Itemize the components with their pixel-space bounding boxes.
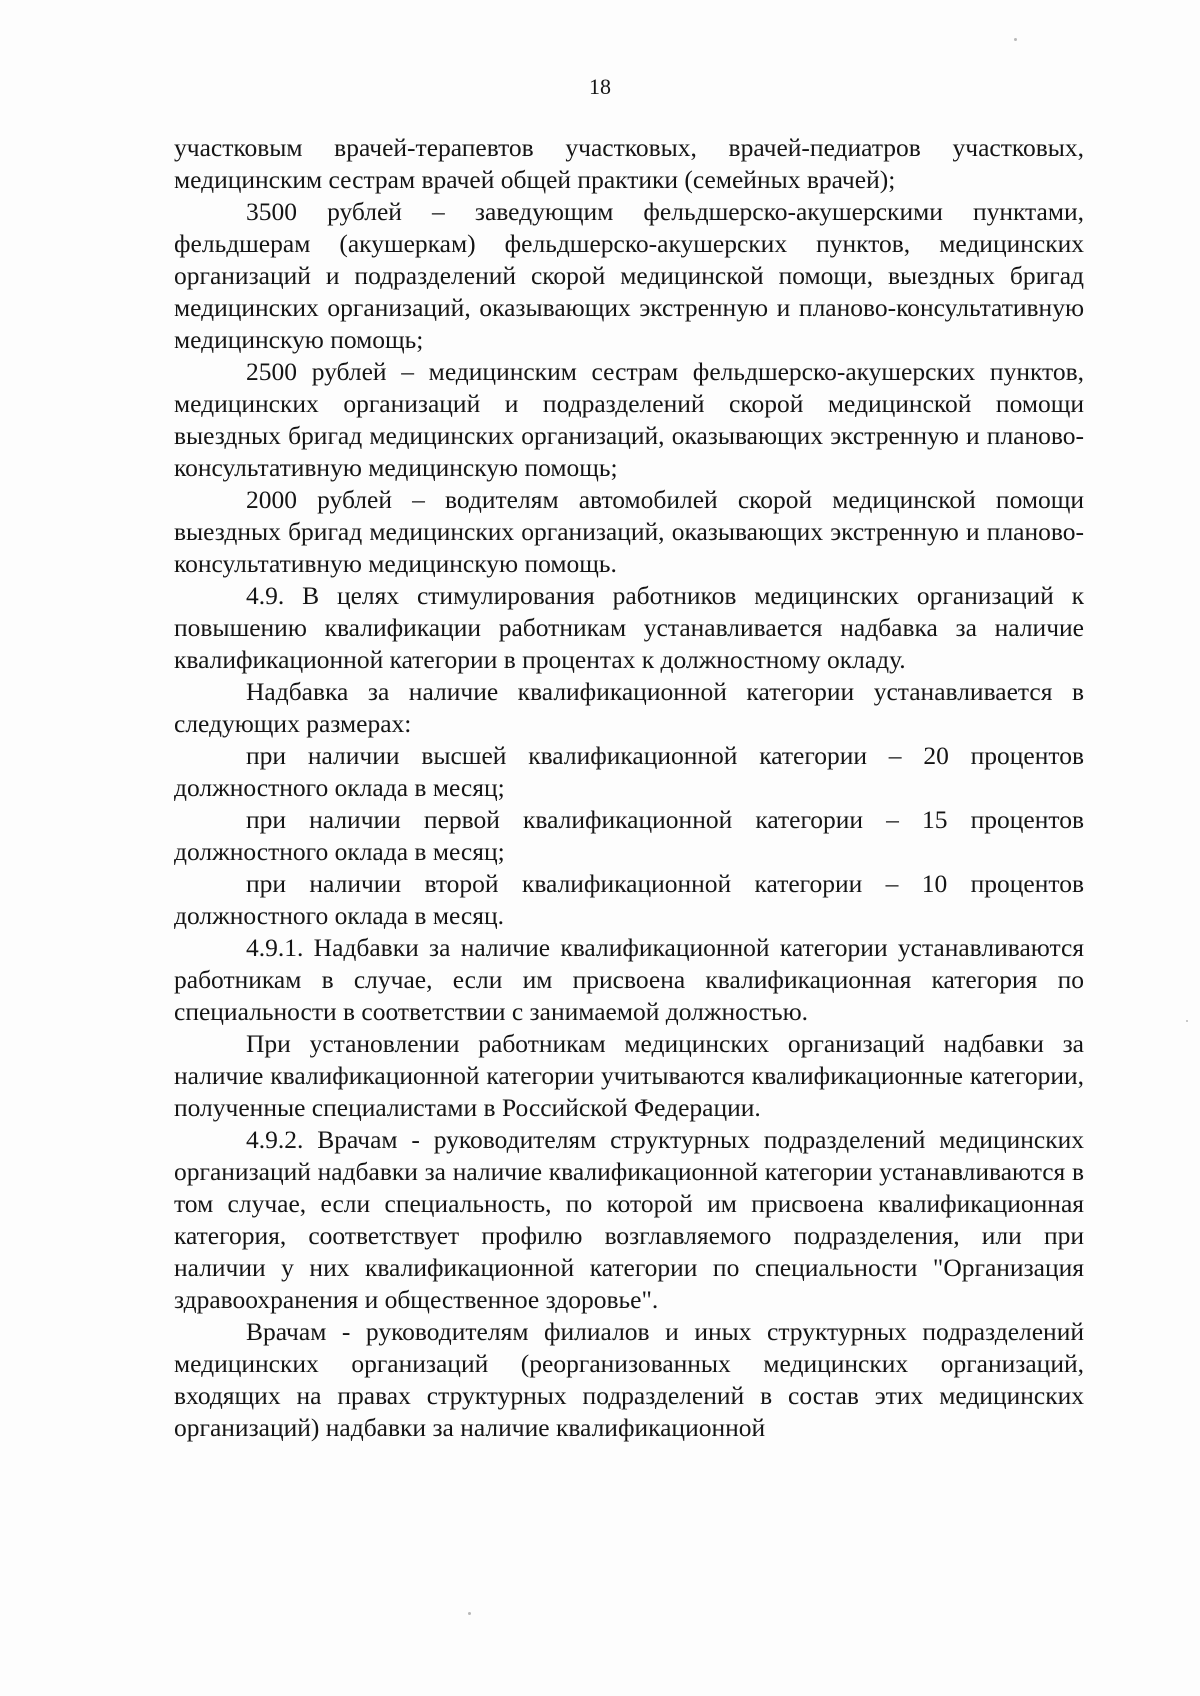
paragraph: 3500 рублей – заведующим фельдшерско-акушерскими пунктами, фельдшерам (акушеркам) фельдшерско-акушерских пунктов, медицинских организаций и подразделений скорой медицинской помощи, выездных бригад медицинских организаций, оказывающих экстренную и планово-консультативную медицинскую помощь;	[174, 197, 1084, 354]
scan-speck	[468, 1612, 471, 1615]
paragraph: 4.9.2. Врачам - руководителям структурных подразделений медицинских организаций надбавки за наличие квалификационной категории устанавливаются в том случае, если специальность, по которой им присвоена квалификационная категория, соответствует профилю возглавляемого подразделения, или при наличии у них квалификационной категории по специальности "Организация здравоохранения и общественное здоровье".	[174, 1125, 1084, 1314]
paragraph: Врачам - руководителям филиалов и иных структурных подразделений медицинских организаций (реорганизованных медицинских организаций, входящих на правах структурных подразделений в состав этих медицинских организаций) надбавки за наличие квалификационной	[174, 1317, 1084, 1442]
paragraph: 4.9.1. Надбавки за наличие квалификационной категории устанавливаются работникам в случае, если им присвоена квалификационная категория по специальности в соответствии с занимаемой должностью.	[174, 933, 1084, 1026]
scan-speck	[1014, 38, 1017, 41]
scan-speck	[1186, 1020, 1188, 1022]
paragraph: участковым врачей-терапевтов участковых, врачей-педиатров участковых, медицинским сестрам врачей общей практики (семейных врачей);	[174, 133, 1084, 194]
page-number: 18	[589, 74, 611, 99]
paragraph: 2500 рублей – медицинским сестрам фельдшерско-акушерских пунктов, медицинских организаций и подразделений скорой медицинской помощи выездных бригад медицинских организаций, оказывающих экстренную и планово-консультативную медицинскую помощь;	[174, 357, 1084, 482]
paragraph: при наличии второй квалификационной категории – 10 процентов должностного оклада в месяц.	[174, 869, 1084, 930]
paragraph: 2000 рублей – водителям автомобилей скорой медицинской помощи выездных бригад медицинских организаций, оказывающих экстренную и планово-консультативную медицинскую помощь.	[174, 485, 1084, 578]
paragraph: 4.9. В целях стимулирования работников медицинских организаций к повышению квалификации работникам устанавливается надбавка за наличие квалификационной категории в процентах к должностному окладу.	[174, 581, 1084, 674]
document-body	[174, 132, 1084, 1444]
paragraph: при наличии первой квалификационной категории – 15 процентов должностного оклада в месяц;	[174, 805, 1084, 866]
paragraph: Надбавка за наличие квалификационной категории устанавливается в следующих размерах:	[174, 677, 1084, 738]
paragraph: При установлении работникам медицинских организаций надбавки за наличие квалификационной категории учитываются квалификационные категории, полученные специалистами в Российской Федерации.	[174, 1029, 1084, 1122]
paragraph: при наличии высшей квалификационной категории – 20 процентов должностного оклада в месяц;	[174, 741, 1084, 802]
